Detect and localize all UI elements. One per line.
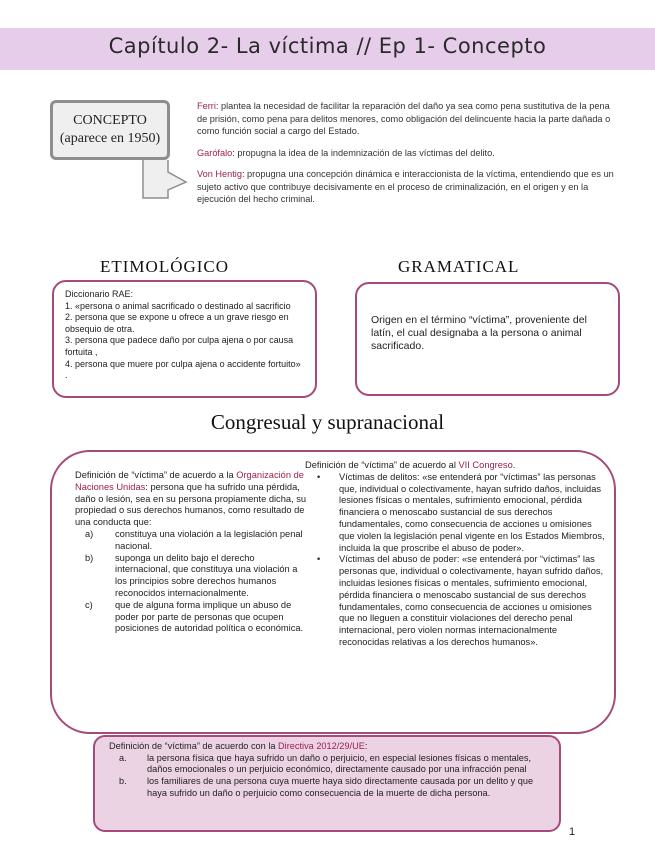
rae-item: 3. persona que padece daño por culpa ajena o por causa fortuita , <box>65 335 294 357</box>
author-text: : plantea la necesidad de facilitar la reparación del daño ya sea como pena sustitutiva de la pena de prisión, como pena para delitos menores, como obligación del delincuente hacia la parte dañada o como función social a cargo del Estado. <box>197 101 611 136</box>
concept-item-von-hentig <box>197 168 617 206</box>
vii-intro <box>305 460 605 472</box>
directiva-item-marker: a. <box>119 752 127 763</box>
bullet-icon: • <box>317 554 321 565</box>
directiva-name: Directiva 2012/29/UE <box>278 741 365 751</box>
rae-title: Diccionario RAE: <box>65 289 134 299</box>
directiva-item-marker: b. <box>119 776 127 787</box>
onu-item-marker: a) <box>85 528 94 539</box>
vii-item <box>305 554 605 648</box>
onu-item-marker: c) <box>85 599 93 610</box>
directiva-intro-text: Definición de “víctima” de acuerdo con la <box>109 741 279 751</box>
vii-item-text: Víctimas del abuso de poder: «se entenderá por “víctimas” las personas que, individual o colectivamente, hayan sufrido daños, incluidas lesiones físicas o mentales, sufrimiento emocional, pérdida financiera o menoscabo sustancial de sus derechos fundamentales, como consecuencia de acciones u omisiones que no lleguen a constituir violaciones del derecho penal internacional, pero violen normas internacionalmente reconocidas relativas a los derechos humanos». <box>339 554 604 647</box>
author-name: Von Hentig <box>197 169 242 179</box>
vii-item <box>305 472 605 555</box>
vii-intro-text: Definición de “víctima” de acuerdo al <box>305 460 459 470</box>
rae-item: 2. persona que se expone u ofrece a un grave riesgo en obsequio de otra. <box>65 312 289 334</box>
directiva-item <box>109 776 549 799</box>
vii-intro-period: . <box>512 460 516 470</box>
onu-item <box>75 529 310 553</box>
connector-arrow-icon <box>142 160 188 200</box>
concept-definitions <box>197 100 617 215</box>
onu-item-marker: b) <box>85 552 94 563</box>
onu-definition <box>75 470 310 635</box>
concept-item-ferri <box>197 100 617 138</box>
concept-box-title: CONCEPTO <box>73 113 147 128</box>
gramatical-box <box>355 282 620 396</box>
directiva-item <box>109 753 549 776</box>
onu-item-text: que de alguna forma implique un abuso de poder por parte de personas que ocupen posiciones de autoridad política o económica. <box>115 599 304 634</box>
author-name: Garófalo <box>197 147 233 158</box>
concept-box-subtitle: (aparece en 1950) <box>59 131 161 146</box>
bullet-icon: • <box>317 471 321 482</box>
etimologico-heading: ETIMOLÓGICO <box>100 257 230 276</box>
onu-intro-after: : persona que ha sufrido una pérdida, daño o lesión, sea en su persona propiamente dicha, su propiedad o sus derechos humanos, como resultado de una conducta que: <box>75 481 307 528</box>
concept-item-garofalo <box>197 147 617 160</box>
congresual-heading: Congresual y supranacional <box>210 410 445 434</box>
gramatical-text: Origen en el término “víctima”, proveniente del latín, el cual designaba a la persona o animal sacrificado. <box>371 314 587 352</box>
vii-congreso-definition <box>305 460 605 649</box>
onu-item <box>75 600 310 635</box>
etimologico-box <box>52 280 317 398</box>
concept-box <box>50 100 170 160</box>
vii-item-text: Víctimas de delitos: «se entenderá por “víctimas” las personas que, individual o colectivamente, hayan sufrido daños, incluidas lesiones físicas o mentales, sufrimiento emocional, pérdida financiera o menoscabo sustancial de sus derechos fundamentales, como consecuencia de acciones u omisiones que violen la legislación penal vigente en los Estados Miembros, incluida la que proscribe el abuso de poder». <box>339 471 605 553</box>
rae-item: 1. «persona o animal sacrificado o destinado al sacrificio <box>65 300 291 311</box>
directiva-intro <box>109 741 549 753</box>
directiva-colon: : <box>364 741 368 751</box>
author-name: Ferri <box>197 101 216 111</box>
author-text: : propugna una concepción dinámica e interaccionista de la víctima, entendiendo que es un sujeto activo que contribuye decisivamente en el proceso de criminalización, en el origen y en la ejecución del hecho criminal. <box>197 169 614 204</box>
directiva-item-text: la persona física que haya sufrido un daño o perjuicio, en especial lesiones físicas o mentales, daños emocionales o un perjuicio económico, directamente causado por una infracción penal <box>147 752 532 775</box>
onu-intro-before: Definición de “víctima” de acuerdo a la <box>75 470 237 480</box>
onu-item-text: suponga un delito bajo el derecho internacional, que constituya una violación a los principios sobre derechos humanos reconocidos internacionalmente. <box>115 552 298 598</box>
vii-congress-name: VII Congreso <box>458 460 513 470</box>
onu-item-text: constituya una violación a la legislación penal nacional. <box>115 528 303 551</box>
chapter-title: Capítulo 2- La víctima // Ep 1- Concepto <box>108 34 547 58</box>
onu-item <box>75 553 310 600</box>
page-number: 1 <box>569 826 576 838</box>
onu-intro <box>75 470 310 529</box>
directiva-box <box>93 735 561 832</box>
rae-item: 4. persona que muere por culpa ajena o accidente fortuito» . <box>65 358 301 381</box>
author-text: : propugna la idea de la indemnización de las víctimas del delito. <box>232 147 495 158</box>
gramatical-heading: GRAMATICAL <box>398 257 520 276</box>
directiva-item-text: los familiares de una persona cuya muerte haya sido directamente causada por un delito y que haya sufrido un daño o perjuicio como consecuencia de la muerte de dicha persona. <box>147 776 534 798</box>
onu-org-name: Organización de Naciones Unidas <box>75 470 304 492</box>
